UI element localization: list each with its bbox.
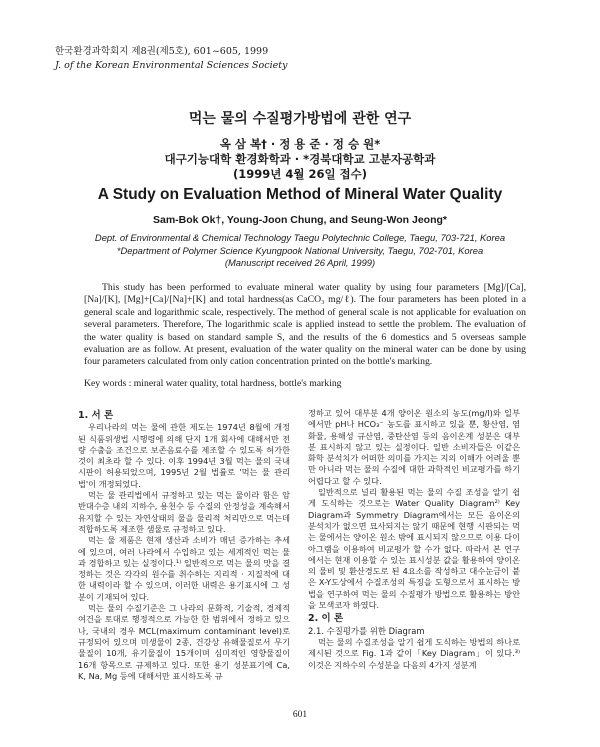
section-heading-theory: 2. 이 론 [308, 613, 344, 625]
keywords: Key words : mineral water quality, total hardness, bottle's marking [84, 378, 342, 389]
affiliation-line-1: Dept. of Environmental & Chemical Technology Taegu Polytechnic College, Taegu, 703-721, Korea [94, 232, 506, 243]
authors-korean: 옥 삼 복† · 정 용 준 · 정 승 원* [219, 137, 381, 151]
authors-korean-block [0, 137, 600, 182]
paragraph: 우리나라의 먹는 물에 관한 제도는 1974년 8월에 개정된 식품위생법 시행령에 의해 단지 1개 회사에 대해서만 전량 수출을 조건으로 보존음료수를 제조할 수 있도록 허가한 것이 최초라 할 수 있다. 이후 1994년 3월 먹는 물의 국내 시판이 허용되었으며, 1995년 2월 법률로 '먹는 물 관리법'이 개정되었다. [78, 422, 290, 489]
body-column-left [78, 408, 290, 682]
title-english: A Study on Evaluation Method of Mineral Water Quality [97, 186, 503, 203]
manuscript-received: (Manuscript received 26 April, 1999) [224, 257, 376, 268]
abstract: This study has been performed to evaluate mineral water quality by using four parameters [Mg]/[Ca], [Na]/[K], [Mg]+[Ca]/[Na]+[K] and total hardness(as CaCO₃ mg/ℓ). The four parameters has been ploted in a general scale and logarithmic scale, respectively. The method of general scale is not applicable for evaluation on several parameters. Therefore, The logarithmic scale is applied instead to settle the problem. The evaluation of the water quality is based on standard sample S, and the results of the 6 domestics and 5 overseas sample evaluation are as follow. At present, evaluation of the water quality on the mineral water can be done by using four parameters calculated from only cation concentration printed on the bottle's marking. [84, 282, 526, 368]
paragraph: 먹는 물의 수질조성을 알기 쉽게 도식하는 방법의 하나로 제시된 것으로 Fig. 1과 같이「Key Diagram」이 있다.³⁾ 이것은 지하수의 수성분을 다음의 4가지 성분계 [308, 636, 520, 670]
subsection-heading: 2.1. 수질평가를 위한 Diagram [308, 625, 425, 636]
title-korean: 먹는 물의 수질평가방법에 관한 연구 [188, 111, 412, 127]
journal-name-en: J. of the Korean Environmental Sciences Society [55, 60, 288, 71]
page-number: 601 [292, 710, 308, 720]
journal-header [55, 45, 287, 73]
body-column-right [308, 408, 520, 671]
paragraph: 먹는 물 제품은 현재 생산과 소비가 매년 증가하는 추세에 있으며, 여러 나라에서 수입하고 있는 세계적인 먹는 물과 경합하고 있는 실정이다.¹⁾ 일반적으로 먹는 물의 맛을 결정하는 것은 각각의 원수를 취수하는 지리적 · 지질적에 대한 내력이라 할 수 있으며, 이러한 내력은 용기표시에 그 성분이 기재되어 있다. [78, 535, 290, 602]
affiliation-line-2: *Department of Polymer Science Kyungpook National University, Taegu, 702-701, Korea [116, 244, 484, 256]
journal-citation: 한국환경과학회지 제8권(제5호), 601~605, 1999 [55, 46, 269, 57]
paragraph: 먹는 물의 수질기준은 그 나라의 문화적, 기술적, 경제적 여건을 토대로 행정적으로 가능한 한 범위에서 정하고 있으나, 국내의 경우 MCL(maximum contaminant level)로 규정되어 있으며 미생물이 2종, 건강상 유해물질로서 무기물질이 10개, 유기물질이 15개이며 심미적인 영향물질이 16개 항목으로 규제하고 있다. 또한 용기 성분표기에 Ca, K, Na, Mg 등에 대해서만 표시하도록 규 [78, 603, 290, 681]
authors-english: Sam-Bok Ok†, Young-Joon Chung, and Seung-Won Jeong* [152, 214, 447, 226]
section-heading-introduction: 1. 서 론 [78, 410, 114, 421]
paragraph: 일반적으로 널리 활용된 먹는 물의 수질 조성을 알기 쉽게 도식하는 것으로는 Water Quality Diagram²⁾ Key Diagram과 Symmetry Diagram에서는 모든 음이온의 분석치가 없으면 묘사되지는 않기 때문에 현행 시판되는 먹는 물에서는 양이온 원소 밖에 표시되지 않으므로 이용 다이아그램을 이용하여 비교평가 할 수가 없다. 따라서 본 연구에서는 현재 이용할 수 있는 표시성분 값을 활용하여 양이온의 물비 및 환산경도로 된 4요소를 작성하고 대수눈금이 붙은 X-Y도상에서 수질조성의 특징을 도형으로서 표시하는 방법을 연구하여 먹는 물의 수질평가 방법으로 활용하는 방안을 모색코자 하였다. [308, 487, 520, 611]
paragraph: 정하고 있어 대부분 4개 양이온 원소의 농도(mg/l)와 일부에서만 pH나 HCO₃⁻ 농도를 표시하고 있을 뿐, 황산염, 염화물, 용해성 규산염, 중탄산염 등의 음이온계 성분은 대부분 표시하지 않고 있는 실정이다. 일반 소비자들은 이같은 화학 분석치가 어떠한 의미를 가지는 지의 이해가 어려울 뿐만 아니라 먹는 물의 수질에 대한 과학적인 비교평가를 하기 어렵다고 할 수 있다. [308, 408, 520, 486]
received-korean: (1999년 4월 26일 접수) [232, 167, 368, 181]
affiliation-english [0, 232, 600, 270]
paragraph: 먹는 물 관리법에서 규정하고 있는 먹는 물이라 함은 암반대수층 내의 지하수, 용천수 등 수질의 안정성을 계속해서 유지할 수 있는 자연상태의 물을 물리적 처리만으로 먹는데 적합하도록 제조한 샘물로 규정하고 있다. [78, 490, 290, 534]
affiliation-korean: 대구기능대학 환경화학과 · *경북대학교 고분자공학과 [164, 152, 436, 166]
